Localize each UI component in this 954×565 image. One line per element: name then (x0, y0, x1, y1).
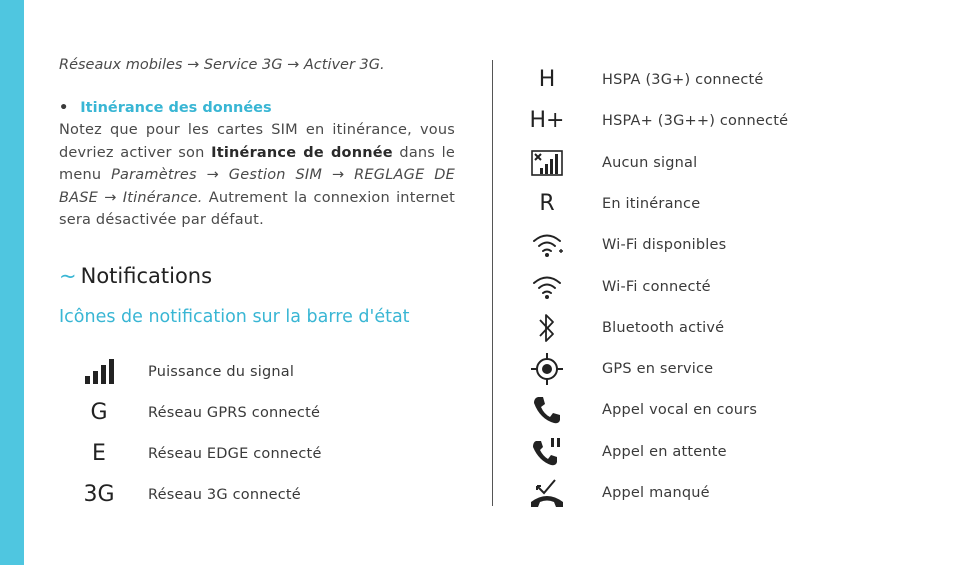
right-item-label: Appel en attente (602, 443, 727, 460)
3g-network-icon (79, 477, 119, 513)
g-network-glyph: G (90, 400, 108, 425)
h-plus-network-glyph: H+ (529, 108, 565, 134)
h-plus-network-icon (527, 103, 567, 139)
bullet: • (59, 100, 69, 116)
roaming-menu-path: Paramètres → Gestion SIM → REGLAGE DE BASE → Itinérance. (59, 167, 456, 206)
section-title (59, 261, 455, 291)
section-title-text: Notifications (80, 263, 213, 288)
wifi-connected-icon (527, 269, 567, 305)
signal-bars-icon (79, 354, 119, 390)
right-item-label: HSPA (3G+) connecté (602, 72, 764, 88)
gps-icon (527, 351, 567, 387)
roaming-title: Itinérance des données (80, 100, 272, 116)
right-item-label: HSPA+ (3G++) connecté (602, 113, 789, 130)
right-item-label: Appel manqué (602, 485, 710, 501)
h-network-icon (527, 62, 567, 98)
call-hold-icon (527, 434, 567, 470)
wifi-available-icon (527, 227, 567, 263)
left-item-label: Réseau GPRS connecté (148, 405, 321, 421)
no-signal-icon (527, 145, 567, 181)
h-network-glyph: H (538, 67, 556, 92)
roaming-icon (527, 186, 567, 222)
right-item-label: Bluetooth activé (602, 319, 725, 336)
roaming-text-1: Notez que pour les cartes SIM en itinérance, vous devriez activer son (59, 122, 455, 161)
e-network-glyph: E (92, 441, 106, 466)
right-item-label: En itinérance (602, 195, 701, 212)
left-item-label: Réseau EDGE connecté (148, 446, 322, 462)
missed-call-icon (527, 475, 567, 511)
bluetooth-icon (527, 310, 567, 346)
roaming-paragraph (59, 119, 455, 232)
left-item-label: Puissance du signal (148, 364, 295, 380)
phone-call-icon (527, 392, 567, 428)
side-accent-bar (0, 0, 24, 565)
e-network-icon (79, 436, 119, 472)
right-item-label: Appel vocal en cours (602, 402, 758, 419)
column-divider (492, 60, 493, 506)
right-item-label: Wi-Fi disponibles (602, 237, 727, 254)
roaming-glyph: R (539, 190, 555, 216)
3g-network-glyph: 3G (83, 482, 115, 507)
right-item-label: GPS en service (602, 361, 714, 378)
roaming-bold-term: Itinérance de donnée (211, 144, 393, 161)
breadcrumb: Réseaux mobiles → Service 3G → Activer 3G. (59, 57, 385, 73)
right-item-label: Wi-Fi connecté (602, 278, 711, 295)
subsection-title: Icônes de notification sur la barre d'état (59, 306, 410, 327)
right-item-label: Aucun signal (602, 154, 698, 171)
roaming-text-2: dans le menu (59, 144, 456, 183)
roaming-heading (59, 97, 455, 119)
left-column (59, 54, 455, 329)
roaming-text-3: Autrement la connexion internet sera désactivée par défaut. (59, 189, 456, 228)
g-network-icon (79, 395, 119, 431)
section-tilde: ~ (59, 263, 77, 288)
left-item-label: Réseau 3G connecté (148, 487, 301, 503)
